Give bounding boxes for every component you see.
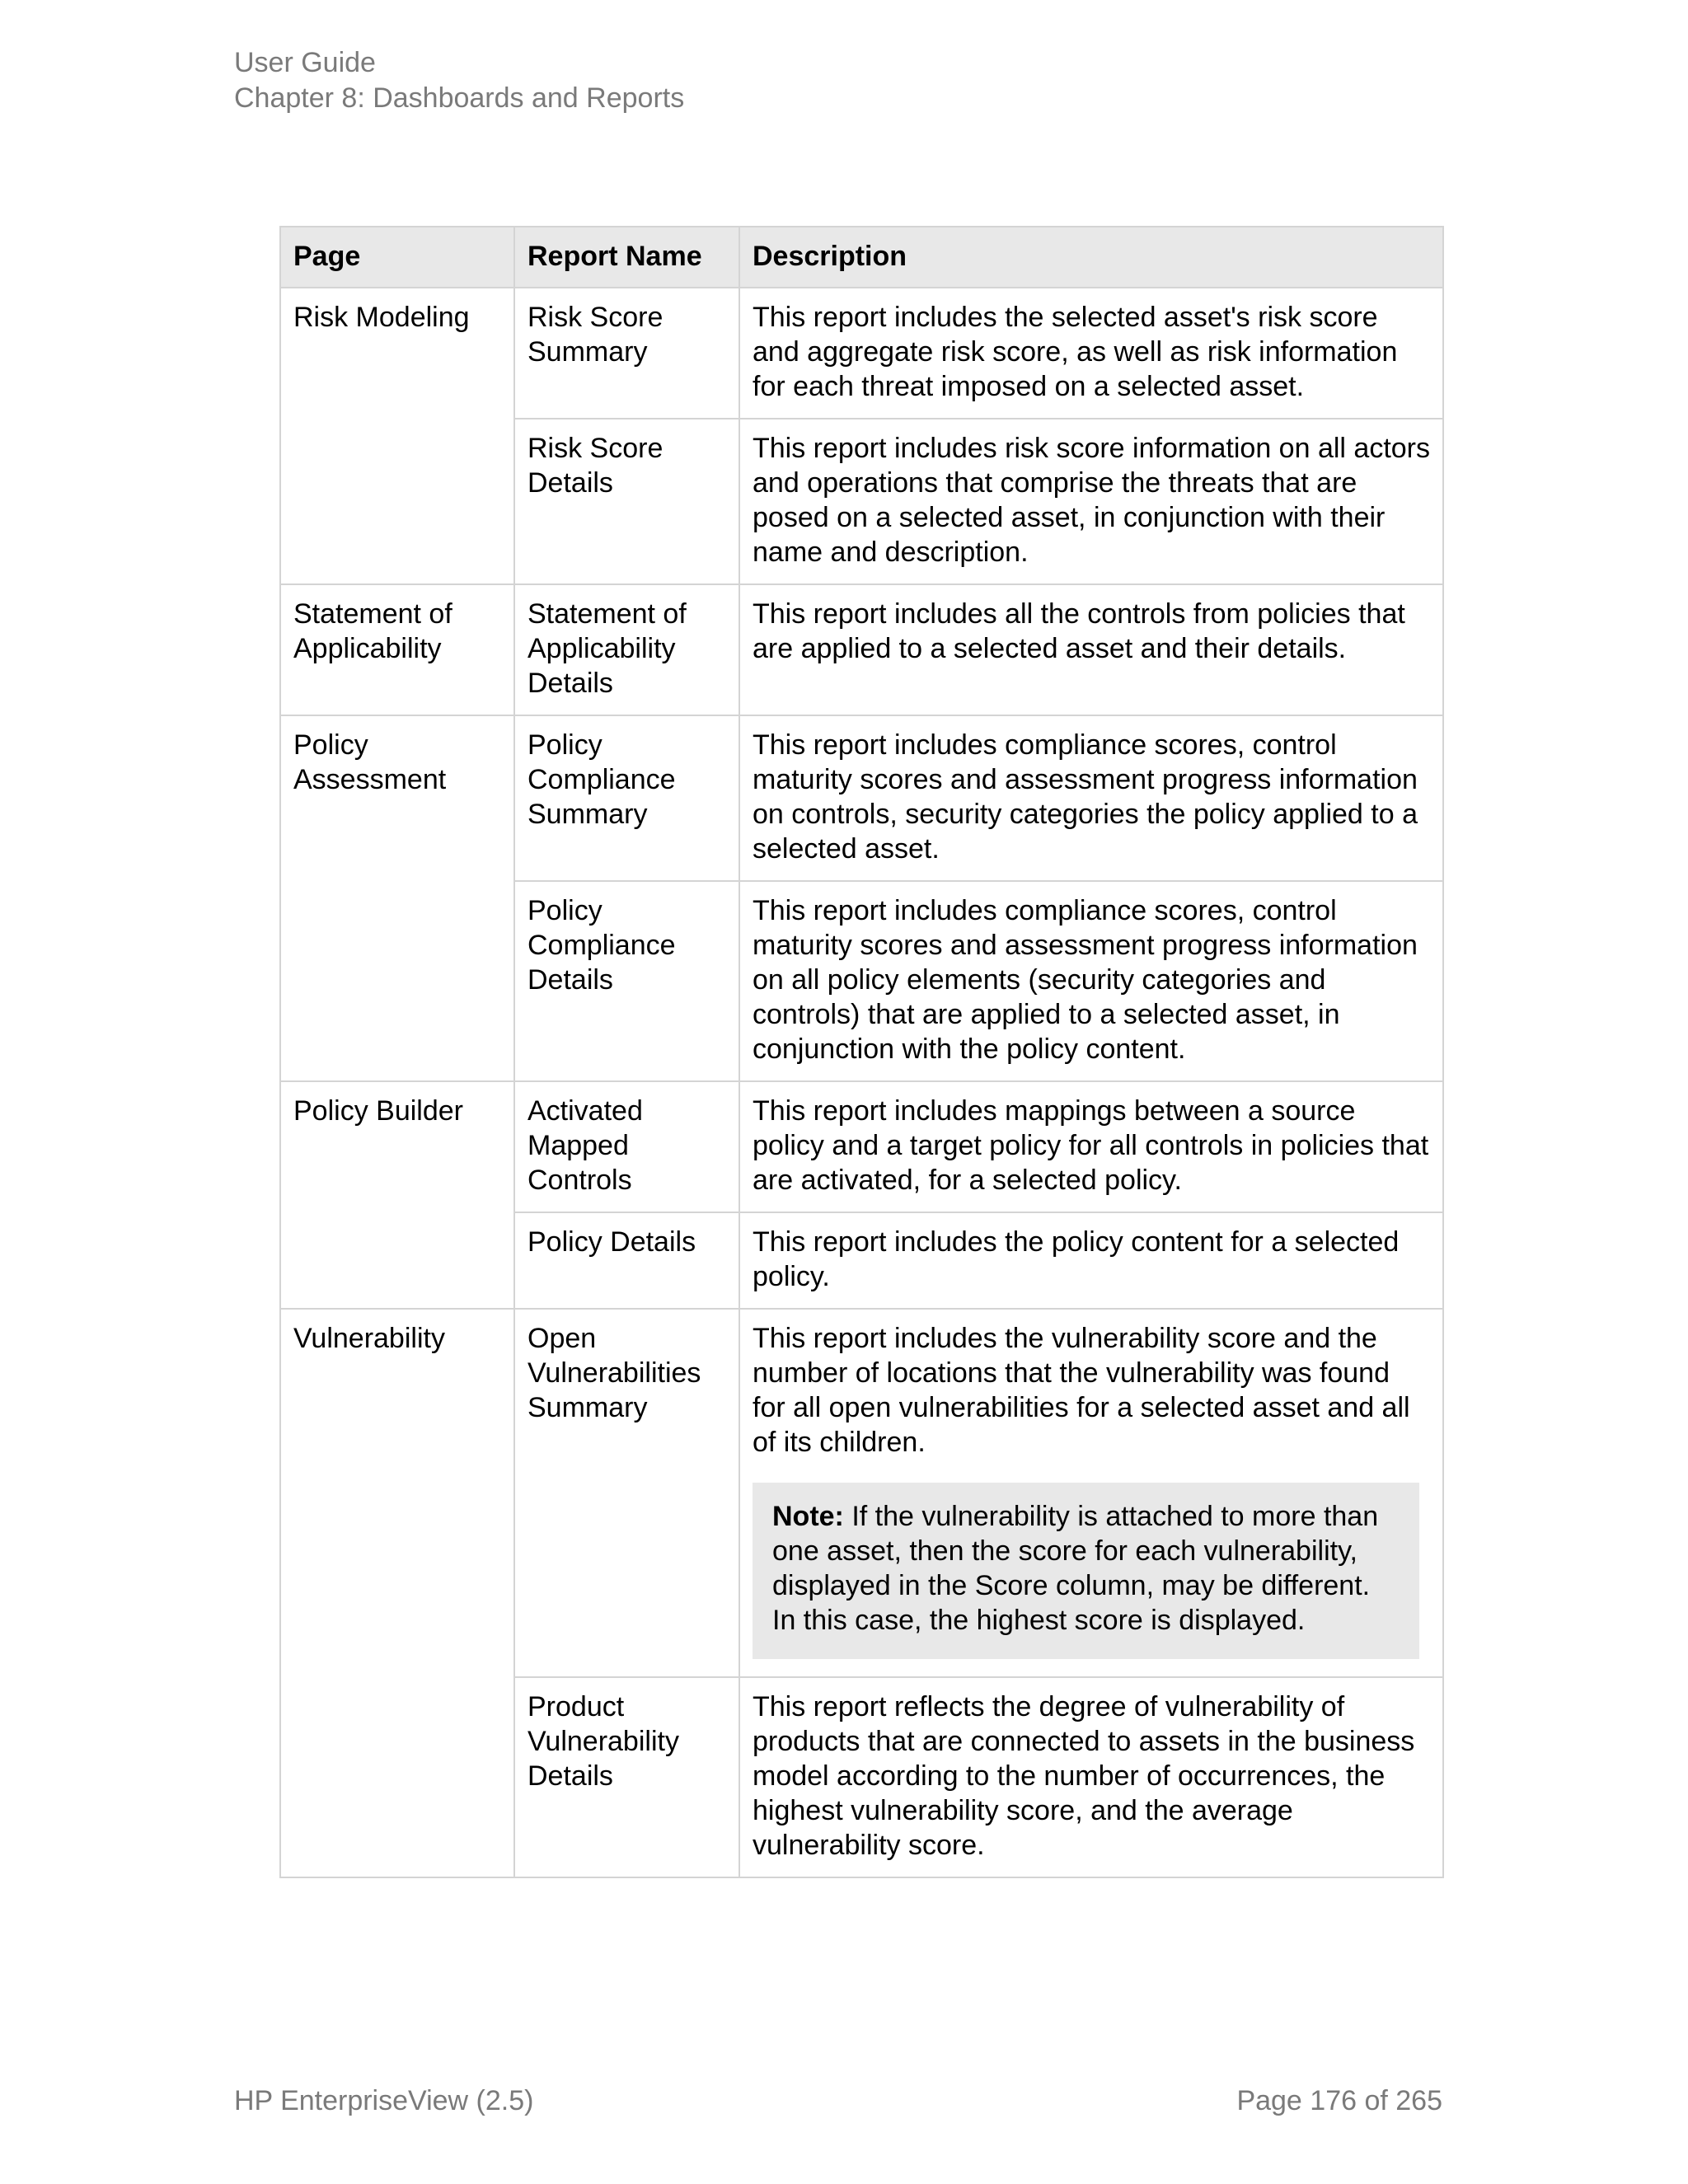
note-label: Note: <box>772 1501 852 1532</box>
reports-table <box>279 226 1444 1878</box>
description-cell: This report includes risk score information on all actors and operations that comprise the threats that are posed on a selected asset, in conjunction with their name and description. <box>739 419 1443 584</box>
column-header-page: Page <box>280 227 514 288</box>
table-row <box>280 288 1443 419</box>
report-name-cell: Risk Score Details <box>514 419 739 584</box>
page-cell-vulnerability: Vulnerability <box>280 1309 514 1877</box>
running-header <box>234 45 684 116</box>
description-cell: This report includes mappings between a source policy and a target policy for all controls in policies that are activated, for a selected policy. <box>739 1081 1443 1212</box>
table-row <box>280 715 1443 881</box>
description-cell: This report includes compliance scores, control maturity scores and assessment progress information on controls, security categories the policy applied to a selected asset. <box>739 715 1443 881</box>
page-cell-policy-assessment: Policy Assessment <box>280 715 514 1081</box>
description-cell: This report includes compliance scores, control maturity scores and assessment progress information on all policy elements (security categories and controls) that are applied to a selected asset, in conjunction with the policy content. <box>739 881 1443 1081</box>
note-text: If the vulnerability is attached to more than one asset, then the score for each vulnerability, displayed in the Score column, may be different. In this case, the highest score is displayed. <box>772 1501 1379 1636</box>
page-cell-risk-modeling: Risk Modeling <box>280 288 514 584</box>
column-header-report-name: Report Name <box>514 227 739 288</box>
report-name-cell: Risk Score Summary <box>514 288 739 419</box>
description-cell: This report includes the selected asset's risk score and aggregate risk score, as well as risk information for each threat imposed on a selected asset. <box>739 288 1443 419</box>
table-row <box>280 1309 1443 1677</box>
report-name-cell: Policy Details <box>514 1212 739 1309</box>
note-box <box>753 1483 1419 1659</box>
column-header-description: Description <box>739 227 1443 288</box>
header-guide-title: User Guide <box>234 47 376 78</box>
footer-page-number: Page 176 of 265 <box>1236 2085 1442 2116</box>
description-cell: This report reflects the degree of vulnerability of products that are connected to assets in the business model according to the number of occurrences, the highest vulnerability score, and the average vulnerability score. <box>739 1677 1443 1877</box>
page-cell-policy-builder: Policy Builder <box>280 1081 514 1309</box>
report-name-cell: Product Vulnerability Details <box>514 1677 739 1877</box>
report-name-cell: Policy Compliance Details <box>514 881 739 1081</box>
page-cell-statement-of-applicability: Statement of Applicability <box>280 584 514 715</box>
table-row <box>280 1081 1443 1212</box>
report-name-cell: Open Vulnerabilities Summary <box>514 1309 739 1677</box>
table-header-row <box>280 227 1443 288</box>
description-text: This report includes the vulnerability score and the number of locations that the vulnerability was found for all open vulnerabilities for a selected asset and all of its children. <box>753 1323 1410 1458</box>
report-name-cell: Policy Compliance Summary <box>514 715 739 881</box>
description-cell <box>739 1309 1443 1677</box>
header-chapter-title: Chapter 8: Dashboards and Reports <box>234 82 685 114</box>
description-cell: This report includes all the controls from policies that are applied to a selected asset and their details. <box>739 584 1443 715</box>
report-name-cell: Statement of Applicability Details <box>514 584 739 715</box>
description-cell: This report includes the policy content for a selected policy. <box>739 1212 1443 1309</box>
footer-product: HP EnterpriseView (2.5) <box>234 2085 534 2116</box>
report-name-cell: Activated Mapped Controls <box>514 1081 739 1212</box>
table-row <box>280 584 1443 715</box>
